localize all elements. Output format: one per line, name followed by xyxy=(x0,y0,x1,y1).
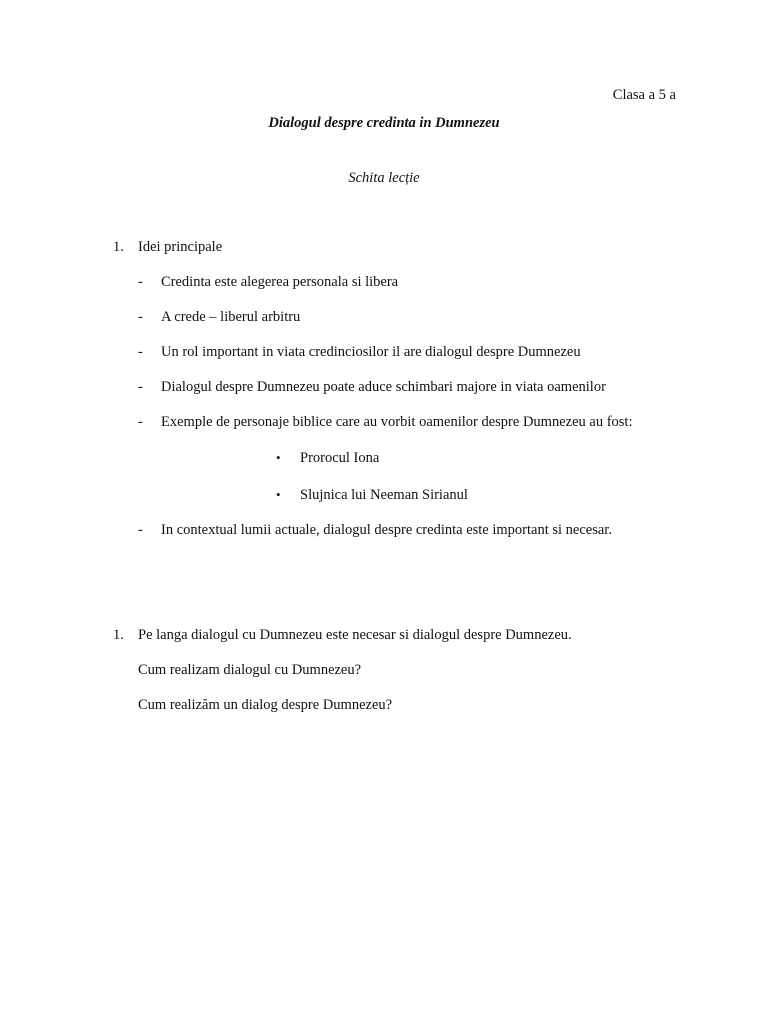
section2-heading: Pe langa dialogul cu Dumnezeu este necesar si dialogul despre Dumnezeu. xyxy=(138,627,572,643)
class-label: Clasa a 5 a xyxy=(612,87,676,103)
list-item: Exemple de personaje biblice care au vorbit oamenilor despre Dumnezeu au fost: xyxy=(161,414,633,430)
list-item: Credinta este alegerea personala si libera xyxy=(161,274,399,290)
section2-number: 1. xyxy=(113,627,124,643)
section1-heading: Idei principale xyxy=(138,239,223,255)
section1-number: 1. xyxy=(113,239,124,255)
dash-marker: - xyxy=(138,344,143,360)
bullet-icon: • xyxy=(276,487,281,502)
document-title: Dialogul despre credinta in Dumnezeu xyxy=(268,115,500,131)
dash-marker: - xyxy=(138,379,143,395)
question-item: Cum realizam dialogul cu Dumnezeu? xyxy=(138,662,362,678)
dash-marker: - xyxy=(138,309,143,325)
list-item: Dialogul despre Dumnezeu poate aduce schimbari majore in viata oamenilor xyxy=(161,379,606,395)
list-item: A crede – liberul arbitru xyxy=(161,309,301,325)
example-item: Prorocul Iona xyxy=(300,450,380,466)
dash-marker: - xyxy=(138,414,143,430)
list-item: In contextual lumii actuale, dialogul despre credinta este important si necesar. xyxy=(161,522,612,538)
list-item: Un rol important in viata credinciosilor il are dialogul despre Dumnezeu xyxy=(161,344,581,360)
bullet-icon: • xyxy=(276,450,281,465)
dash-marker: - xyxy=(138,274,143,290)
dash-marker: - xyxy=(138,522,143,538)
example-item: Slujnica lui Neeman Sirianul xyxy=(300,487,468,503)
document-subtitle: Schita lecție xyxy=(348,170,420,186)
question-item: Cum realizăm un dialog despre Dumnezeu? xyxy=(138,697,393,713)
